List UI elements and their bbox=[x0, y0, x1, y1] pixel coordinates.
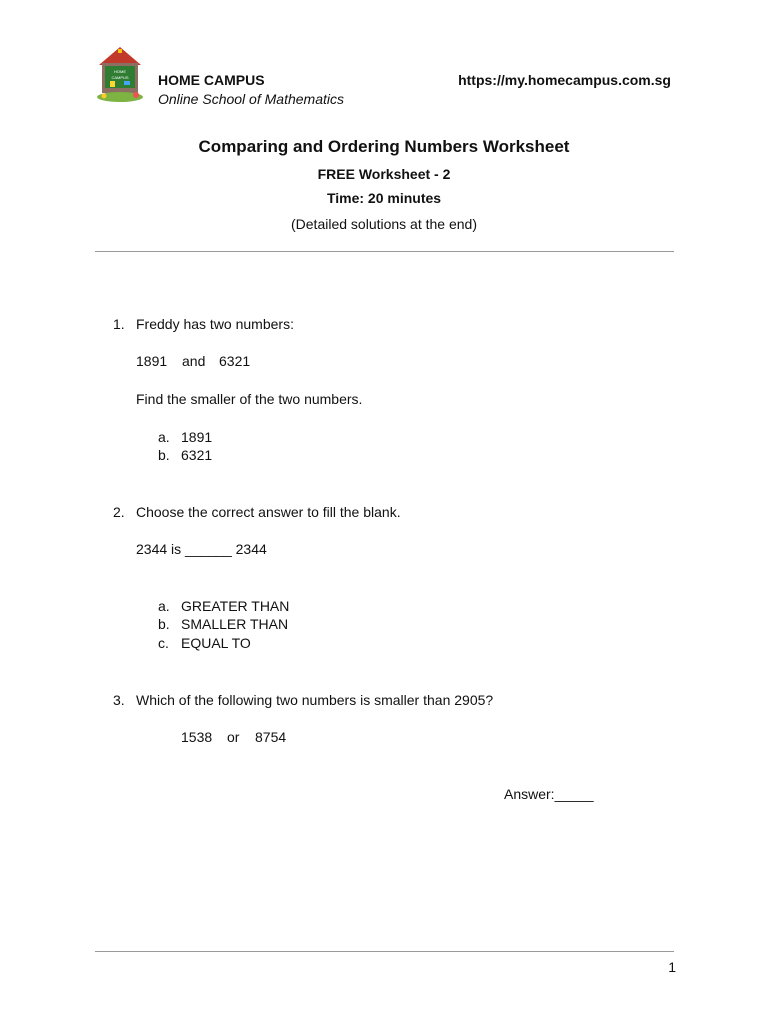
option-text[interactable]: 1891 bbox=[181, 429, 213, 445]
site-url[interactable]: https://my.homecampus.com.sg bbox=[458, 72, 671, 88]
solutions-note: (Detailed solutions at the end) bbox=[291, 216, 477, 232]
footer-divider bbox=[95, 951, 674, 952]
option-text[interactable]: EQUAL TO bbox=[181, 635, 251, 651]
number-first: 1891 bbox=[136, 353, 168, 369]
time-limit: Time: 20 minutes bbox=[326, 190, 442, 206]
brand-name: HOME CAMPUS bbox=[158, 72, 265, 88]
question-prompt: Which of the following two numbers is smaller than 2905? bbox=[136, 692, 494, 708]
answer-blank[interactable]: Answer:_____ bbox=[504, 786, 594, 802]
question-number: 2. bbox=[113, 504, 125, 520]
number-connector: and bbox=[182, 353, 206, 369]
question-number: 1. bbox=[113, 316, 125, 332]
number-second: 8754 bbox=[255, 729, 287, 745]
option-text[interactable]: GREATER THAN bbox=[181, 598, 290, 614]
number-connector: or bbox=[227, 729, 240, 745]
header-divider bbox=[95, 251, 674, 252]
option-text[interactable]: 6321 bbox=[181, 447, 213, 463]
page-number: 1 bbox=[668, 959, 676, 975]
option-letter: a. bbox=[158, 429, 170, 445]
svg-text:HOME: HOME bbox=[114, 69, 126, 74]
home-campus-logo bbox=[96, 45, 144, 103]
option-text[interactable]: SMALLER THAN bbox=[181, 616, 289, 632]
option-letter: b. bbox=[158, 447, 170, 463]
question-prompt: Freddy has two numbers: bbox=[136, 316, 294, 332]
svg-text:CAMPUS: CAMPUS bbox=[111, 75, 129, 80]
worksheet-subtitle: FREE Worksheet - 2 bbox=[317, 166, 451, 182]
worksheet-title: Comparing and Ordering Numbers Worksheet bbox=[198, 137, 570, 156]
brand-tagline: Online School of Mathematics bbox=[158, 91, 344, 107]
number-first: 1538 bbox=[181, 729, 213, 745]
option-letter: c. bbox=[158, 635, 169, 651]
question-instruction: Find the smaller of the two numbers. bbox=[136, 391, 363, 407]
number-second: 6321 bbox=[219, 353, 251, 369]
option-letter: a. bbox=[158, 598, 170, 614]
option-letter: b. bbox=[158, 616, 170, 632]
question-number: 3. bbox=[113, 692, 125, 708]
fill-blank-statement: 2344 is ______ 2344 bbox=[136, 541, 267, 557]
question-prompt: Choose the correct answer to fill the blank. bbox=[136, 504, 401, 520]
